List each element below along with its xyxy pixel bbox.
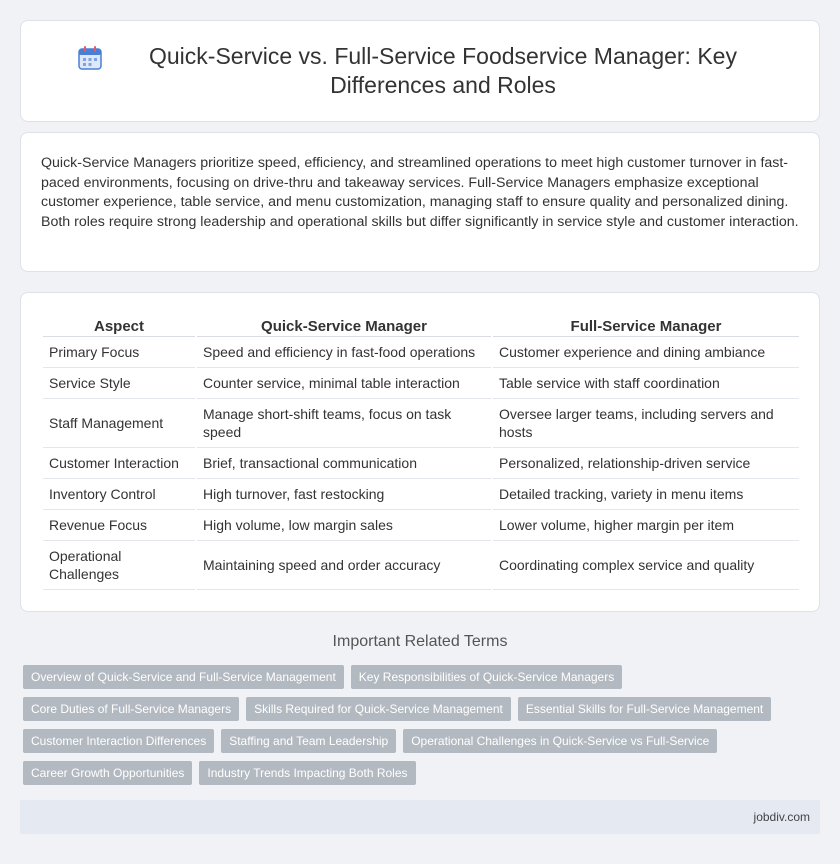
- comparison-table: [41, 315, 801, 590]
- quick-service-cell: High turnover, fast restocking: [197, 479, 491, 510]
- related-term-tag[interactable]: Core Duties of Full-Service Managers: [23, 697, 239, 721]
- footer: [20, 800, 820, 834]
- column-header-full-service: Full-Service Manager: [493, 315, 799, 337]
- full-service-cell: Personalized, relationship-driven service: [493, 448, 799, 479]
- aspect-cell: Staff Management: [43, 399, 195, 448]
- quick-service-cell: Counter service, minimal table interaction: [197, 368, 491, 399]
- table-row: [43, 541, 799, 590]
- column-header-quick-service: Quick-Service Manager: [197, 315, 491, 337]
- quick-service-cell: Maintaining speed and order accuracy: [197, 541, 491, 590]
- full-service-cell: Detailed tracking, variety in menu items: [493, 479, 799, 510]
- table-header-row: [43, 315, 799, 337]
- full-service-cell: Table service with staff coordination: [493, 368, 799, 399]
- table-row: [43, 399, 799, 448]
- related-term-tag[interactable]: Essential Skills for Full-Service Management: [518, 697, 771, 721]
- table-row: [43, 337, 799, 368]
- related-term-tag[interactable]: Career Growth Opportunities: [23, 761, 192, 785]
- related-term-tag[interactable]: Staffing and Team Leadership: [221, 729, 396, 753]
- summary-card: [20, 132, 820, 272]
- related-term-tag[interactable]: Operational Challenges in Quick-Service vs Full-Service: [403, 729, 717, 753]
- quick-service-cell: Speed and efficiency in fast-food operations: [197, 337, 491, 368]
- table-row: [43, 479, 799, 510]
- quick-service-cell: Brief, transactional communication: [197, 448, 491, 479]
- aspect-cell: Inventory Control: [43, 479, 195, 510]
- aspect-cell: Primary Focus: [43, 337, 195, 368]
- related-term-tag[interactable]: Customer Interaction Differences: [23, 729, 214, 753]
- related-term-tag[interactable]: Industry Trends Impacting Both Roles: [199, 761, 415, 785]
- table-row: [43, 368, 799, 399]
- calendar-icon: [77, 45, 103, 71]
- full-service-cell: Lower volume, higher margin per item: [493, 510, 799, 541]
- table-row: [43, 510, 799, 541]
- full-service-cell: Customer experience and dining ambiance: [493, 337, 799, 368]
- related-terms-list: [23, 665, 813, 793]
- full-service-cell: Coordinating complex service and quality: [493, 541, 799, 590]
- related-term-tag[interactable]: Key Responsibilities of Quick-Service Managers: [351, 665, 622, 689]
- comparison-table-card: [20, 292, 820, 612]
- table-row: [43, 448, 799, 479]
- full-service-cell: Oversee larger teams, including servers and hosts: [493, 399, 799, 448]
- aspect-cell: Revenue Focus: [43, 510, 195, 541]
- title-card: [20, 20, 820, 122]
- related-terms-heading: Important Related Terms: [332, 633, 508, 650]
- aspect-cell: Service Style: [43, 368, 195, 399]
- aspect-cell: Operational Challenges: [43, 541, 195, 590]
- quick-service-cell: High volume, low margin sales: [197, 510, 491, 541]
- related-term-tag[interactable]: Overview of Quick-Service and Full-Service Management: [23, 665, 344, 689]
- page-title: Quick-Service vs. Full-Service Foodservice Manager: Key Differences and Roles: [149, 43, 737, 98]
- column-header-aspect: Aspect: [43, 315, 195, 337]
- footer-site-link[interactable]: jobdiv.com: [753, 810, 810, 824]
- summary-text: Quick-Service Managers prioritize speed, efficiency, and streamlined operations to meet high customer turnover in fast-paced environments, focusing on drive-thru and takeaway services. Full-Service Managers emphasize exceptional customer experience, table service, and menu customization, managing staff to ensure quality and personalized dining. Both roles require strong leadership and operational skills but differ significantly in service style and customer interaction.: [41, 155, 799, 230]
- related-term-tag[interactable]: Skills Required for Quick-Service Management: [246, 697, 511, 721]
- aspect-cell: Customer Interaction: [43, 448, 195, 479]
- quick-service-cell: Manage short-shift teams, focus on task speed: [197, 399, 491, 448]
